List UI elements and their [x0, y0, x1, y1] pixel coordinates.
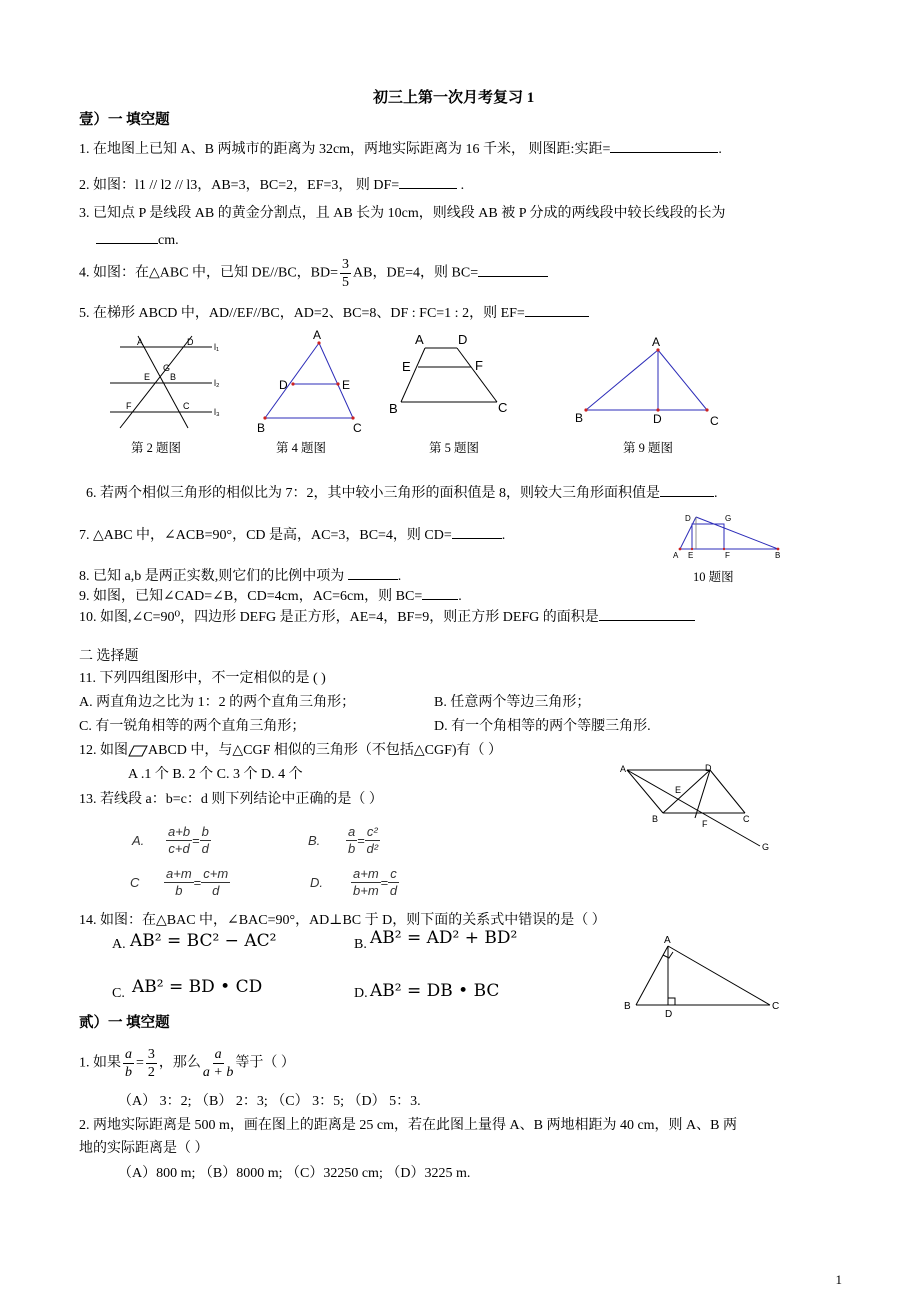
q11-option-d: D. 有一个角相等的两个等腰三角形.: [434, 719, 651, 734]
question-2: 2. 如图：l1 // l2 // l3，AB=3，BC=2，EF=3， 则 DF= .: [79, 174, 464, 195]
q14-option-c: AB² = BD • CD: [132, 977, 263, 997]
q11-option-b: B. 任意两个等边三角形；: [434, 695, 591, 710]
figure-4-triangle: [255, 328, 365, 436]
q14-label-b: B.: [354, 937, 367, 952]
question-8: 8. 已知 a,b 是两正实数,则它们的比例中项为 .: [79, 565, 401, 586]
q13-label-a: A.: [132, 833, 145, 848]
label-C: C: [353, 421, 362, 435]
label-C: C: [710, 414, 719, 428]
question-3-cont: cm.: [96, 229, 179, 250]
question-1: 1. 在地图上已知 A、B 两城市的距离为 32cm，两地实际距离为 16 千米， 则图距:实距= .: [79, 138, 722, 159]
question-4: 4. 如图：在△ABC 中，已知 DE//BC，BD= $\frac{3}{5}$ AB，DE=4，则 BC=: [79, 256, 548, 291]
question-12: 12. 如图 ABCD 中，与△CGF 相似的三角形（不包括△CGF)有（ ）: [79, 743, 503, 758]
fraction-3-5: $\frac{3}{5}$: [342, 257, 350, 290]
part2-question-1: 1. 如果 $\frac{a}{b}$ = $\frac{3}{2}$ ，那么 $\frac{a}{a + b}$ 等于（ ）: [79, 1047, 295, 1080]
answer-blank: [660, 482, 714, 497]
label-E: E: [688, 551, 694, 560]
answer-blank: [610, 138, 718, 153]
q14-label-c: C.: [112, 986, 125, 1001]
part2-q2-options: （A）800 m; （B）8000 m; （C）32250 cm; （D）3225 m.: [118, 1166, 471, 1181]
label-B: B: [775, 551, 781, 560]
figure-14-right-triangle: [618, 928, 788, 1020]
label-l2: l₂: [214, 378, 220, 388]
q13-option-b: $\frac{a}{b}$ = $\frac{\text{c²}}{\text{d²}}$: [348, 824, 379, 856]
q13-option-a: $\frac{a+b}{c+d}$ = $\frac{b}{d}$: [168, 824, 209, 856]
answer-blank: [599, 606, 695, 621]
label-B: B: [389, 401, 398, 416]
section-1-heading: 壹）一 填空题: [79, 112, 170, 128]
q12-options: A .1 个 B. 2 个 C. 3 个 D. 4 个: [128, 767, 303, 782]
page-title: 初三上第一次月考复习 1: [373, 90, 535, 106]
question-7: 7. △ABC 中，∠ACB=90°，CD 是高，AC=3，BC=4，则 CD= .: [79, 524, 505, 545]
label-G: G: [163, 363, 171, 373]
label-F: F: [702, 819, 708, 829]
figure-10-square-in-triangle: [668, 505, 793, 565]
figure-2-parallel-lines: [100, 330, 240, 430]
label-A: A: [620, 764, 627, 774]
question-11: 11. 下列四组图形中，不一定相似的是 ( ): [79, 671, 326, 686]
answer-blank: [452, 524, 502, 539]
q14-label-a: A.: [112, 937, 126, 952]
label-F: F: [725, 551, 730, 560]
q13-label-b: B.: [308, 833, 321, 848]
figure-12-parallelogram: [615, 760, 780, 855]
label-D: D: [705, 763, 712, 773]
caption-fig4: 第 4 题图: [276, 441, 327, 455]
figure-5-trapezoid: [385, 330, 515, 430]
question-3: 3. 已知点 P 是线段 AB 的黄金分割点，且 AB 长为 10cm，则线段 AB 被 P 分成的两线段中较长线段的长为: [79, 206, 726, 221]
part2-question-2: 2. 两地实际距离是 500 m，画在图上的距离是 25 cm，若在此图上量得 A、B 两地相距为 40 cm，则 A、B 两: [79, 1118, 737, 1133]
question-6: 6. 若两个相似三角形的相似比为 7：2，其中较小三角形的面积值是 8，则较大三角形面积值是 .: [86, 482, 718, 503]
q11-option-c: C. 有一锐角相等的两个直角三角形；: [79, 719, 306, 734]
section-2-heading: 二 选择题: [79, 649, 139, 664]
label-B: B: [257, 421, 266, 435]
q14-option-b: AB² = AD² + BD²: [370, 928, 518, 948]
q13-option-d: $\frac{a+m}{b+m}$ = $\frac{c}{d}$: [353, 866, 398, 898]
q13-label-c: C: [130, 875, 140, 890]
label-D: D: [653, 412, 662, 426]
answer-blank: [478, 262, 548, 277]
question-9: 9. 如图，已知∠CAD=∠B，CD=4cm，AC=6cm，则 BC= .: [79, 585, 462, 606]
label-F: F: [475, 358, 483, 373]
answer-blank: [348, 565, 398, 580]
label-D: D: [665, 1009, 673, 1020]
label-G: G: [725, 514, 732, 523]
answer-blank: [399, 174, 457, 189]
label-A: A: [664, 935, 671, 946]
part2-q1-options: （A） 3：2; （B） 2：3; （C） 3：5; （D） 5：3.: [118, 1094, 421, 1109]
question-5: 5. 在梯形 ABCD 中，AD//EF//BC，AD=2、BC=8、DF : FC=1 : 2，则 EF=: [79, 302, 589, 323]
parallelogram-icon: [128, 745, 148, 757]
answer-blank: [422, 585, 458, 600]
answer-blank: [525, 302, 589, 317]
label-C: C: [743, 814, 750, 824]
caption-fig2: 第 2 题图: [131, 441, 182, 455]
q11-option-a: A. 两直角边之比为 1：2 的两个直角三角形；: [79, 695, 356, 710]
label-C: C: [183, 401, 190, 411]
question-13: 13. 若线段 a：b=c：d 则下列结论中正确的是（ ）: [79, 792, 383, 807]
label-D: D: [279, 378, 288, 392]
label-D: D: [685, 514, 691, 523]
q14-label-d: D.: [354, 986, 368, 1001]
q13-label-d: D.: [310, 875, 323, 890]
label-E: E: [144, 372, 151, 382]
q14-option-a: AB² = BC² − AC²: [130, 931, 277, 951]
part2-question-2-cont: 地的实际距离是（ ）: [79, 1141, 209, 1156]
caption-fig9: 第 9 题图: [623, 441, 674, 455]
label-A: A: [415, 332, 424, 347]
label-l1: l₁: [214, 342, 220, 352]
label-F: F: [126, 401, 132, 411]
label-D: D: [187, 337, 194, 347]
question-14: 14. 如图：在△BAC 中，∠BAC=90°，AD⊥BC 于 D，则下面的关系式中错误的是（ ）: [79, 913, 606, 928]
label-E: E: [402, 359, 411, 374]
label-l3: l₃: [214, 407, 220, 417]
label-C: C: [772, 1001, 780, 1012]
label-E: E: [342, 378, 351, 392]
label-A: A: [313, 328, 322, 342]
question-10: 10. 如图,∠C=90⁰，四边形 DEFG 是正方形，AE=4，BF=9，则正方形 DEFG 的面积是: [79, 606, 695, 627]
figure-9-triangle: [570, 330, 730, 430]
label-A: A: [652, 335, 661, 349]
label-B: B: [624, 1001, 631, 1012]
caption-fig5: 第 5 题图: [429, 441, 480, 455]
label-A: A: [137, 337, 144, 347]
label-A: A: [673, 551, 679, 560]
label-G: G: [762, 842, 770, 852]
label-B: B: [652, 814, 659, 824]
q14-option-d: AB² = DB • BC: [370, 981, 500, 1001]
label-B: B: [170, 372, 177, 382]
label-D: D: [458, 332, 468, 347]
section-3-heading: 贰）一 填空题: [79, 1015, 170, 1031]
page-number: 1: [835, 1272, 842, 1287]
caption-fig10: 10 题图: [693, 570, 734, 584]
label-E: E: [675, 785, 682, 795]
label-C: C: [498, 400, 508, 415]
q13-option-c: $\frac{a+m}{b}$ = $\frac{c+m}{d}$: [166, 866, 229, 898]
answer-blank: [96, 229, 158, 244]
label-B: B: [575, 411, 584, 425]
